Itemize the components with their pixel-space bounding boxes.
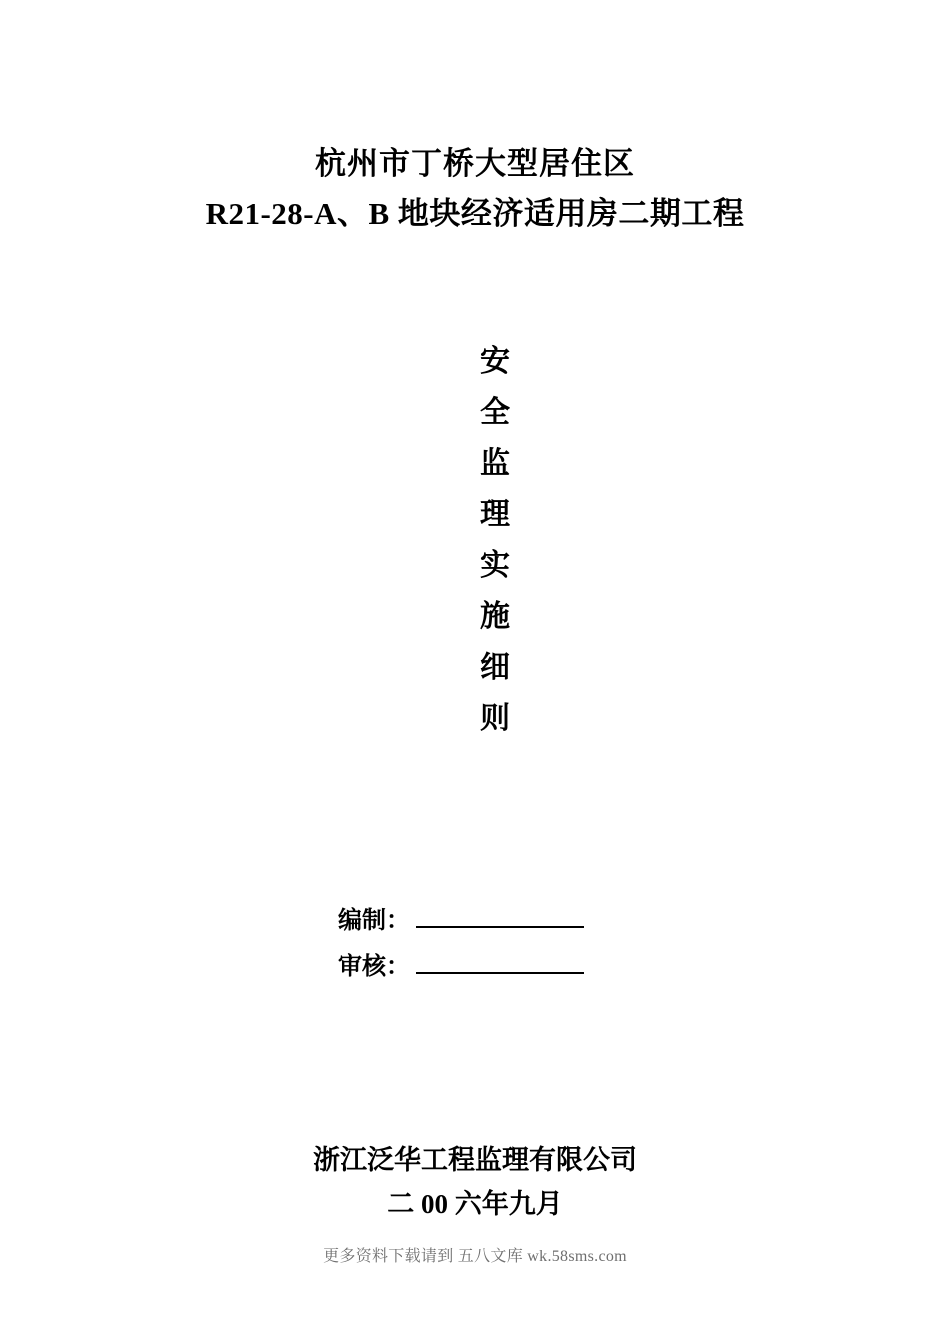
vertical-char-4: 理: [480, 498, 510, 531]
vertical-char-3: 监: [480, 447, 510, 480]
vertical-char-2: 全: [480, 396, 510, 429]
vertical-char-1: 安: [480, 345, 510, 378]
project-title-line-2: R21-28-A、B 地块经济适用房二期工程: [205, 196, 745, 231]
signature-row-reviewed-by: [338, 946, 950, 992]
vertical-char-8: 则: [480, 702, 510, 735]
watermark-text: 更多资料下载请到 五八文库 wk.58sms.com: [323, 1248, 627, 1265]
prepared-by-label: 编制：: [338, 908, 410, 934]
vertical-char-5: 实: [480, 549, 510, 582]
document-title: [0, 140, 950, 240]
reviewed-by-field[interactable]: [416, 952, 584, 974]
vertical-document-name: [0, 336, 950, 744]
company-name: 浙江泛华工程监理有限公司: [313, 1145, 637, 1175]
vertical-char-6: 施: [480, 600, 510, 633]
reviewed-by-label: 审核：: [338, 954, 410, 980]
document-date: 二 00 六年九月: [387, 1189, 563, 1219]
document-footer: [0, 1138, 950, 1226]
vertical-char-7: 细: [480, 651, 510, 684]
signature-row-prepared-by: [338, 900, 950, 946]
project-title-line-1: 杭州市丁桥大型居住区: [315, 146, 635, 181]
signature-block: [0, 900, 950, 992]
prepared-by-field[interactable]: [416, 906, 584, 928]
